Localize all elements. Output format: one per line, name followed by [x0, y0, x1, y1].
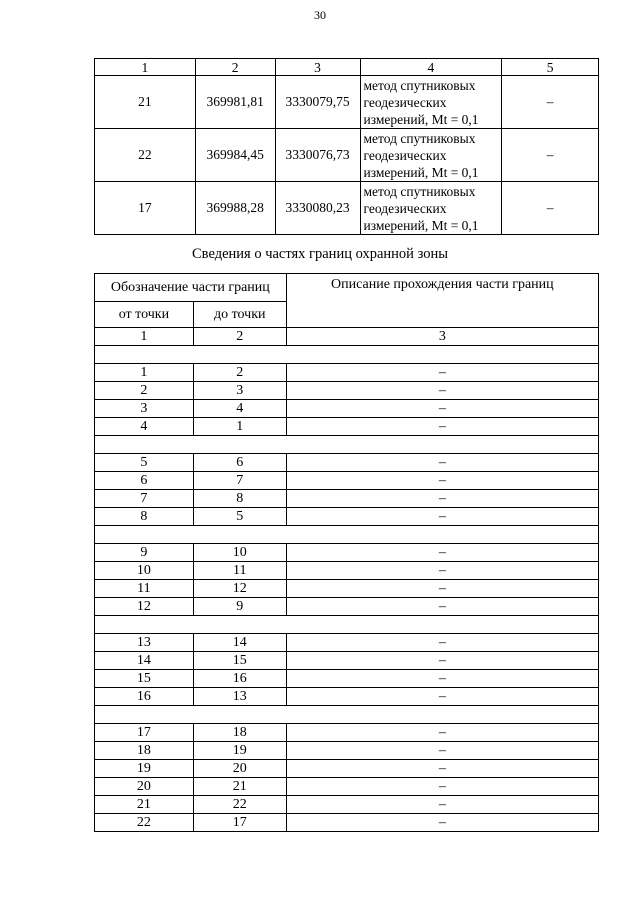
column-number: 2	[193, 328, 286, 346]
from-point: 4	[95, 418, 194, 436]
from-point: 14	[95, 652, 194, 670]
from-point: 10	[95, 562, 194, 580]
group-separator-row	[95, 436, 599, 454]
method-line: измерений, Mt = 0,1	[363, 217, 479, 233]
table-row	[95, 562, 599, 580]
description-cell: –	[286, 400, 598, 418]
description-cell: –	[286, 760, 598, 778]
method-line: измерений, Mt = 0,1	[363, 111, 479, 127]
to-point: 9	[193, 598, 286, 616]
note-cell: –	[502, 129, 599, 182]
group-separator-row	[95, 346, 599, 364]
to-point: 8	[193, 490, 286, 508]
to-point: 11	[193, 562, 286, 580]
group-separator-cell	[95, 346, 599, 364]
from-point: 6	[95, 472, 194, 490]
parts-column-numbers-row	[95, 328, 599, 346]
to-point: 6	[193, 454, 286, 472]
boundary-parts-table	[94, 273, 599, 832]
description-cell: –	[286, 598, 598, 616]
to-point: 21	[193, 778, 286, 796]
method-line: метод спутниковых	[363, 77, 476, 93]
table-row	[95, 580, 599, 598]
table-row	[95, 796, 599, 814]
from-point: 21	[95, 796, 194, 814]
method-line: геодезических	[363, 94, 447, 110]
column-number: 3	[286, 328, 598, 346]
description-cell: –	[286, 688, 598, 706]
description-cell: –	[286, 454, 598, 472]
designation-header: Обозначение части границ	[95, 274, 287, 302]
point-number: 21	[95, 76, 196, 129]
from-point: 11	[95, 580, 194, 598]
description-cell: –	[286, 544, 598, 562]
description-cell: –	[286, 472, 598, 490]
from-point: 7	[95, 490, 194, 508]
coordinates-header-row	[95, 59, 599, 76]
column-number: 5	[502, 59, 599, 76]
group-separator-cell	[95, 706, 599, 724]
from-point: 2	[95, 382, 194, 400]
to-point: 3	[193, 382, 286, 400]
table-row	[95, 490, 599, 508]
to-point: 12	[193, 580, 286, 598]
group-separator-row	[95, 616, 599, 634]
table-row	[95, 670, 599, 688]
from-point: 1	[95, 364, 194, 382]
from-point: 17	[95, 724, 194, 742]
point-number: 17	[95, 182, 196, 235]
description-cell: –	[286, 418, 598, 436]
table-row	[95, 544, 599, 562]
table-row	[95, 418, 599, 436]
x-coordinate: 369988,28	[195, 182, 275, 235]
to-point: 2	[193, 364, 286, 382]
x-coordinate: 369984,45	[195, 129, 275, 182]
group-separator-row	[95, 526, 599, 544]
to-point-header: до точки	[193, 302, 286, 328]
column-number: 1	[95, 59, 196, 76]
from-point: 8	[95, 508, 194, 526]
method-line: геодезических	[363, 147, 447, 163]
description-cell: –	[286, 382, 598, 400]
note-cell: –	[502, 182, 599, 235]
table-row	[95, 364, 599, 382]
description-cell: –	[286, 670, 598, 688]
description-cell: –	[286, 364, 598, 382]
description-cell: –	[286, 796, 598, 814]
section-title: Сведения о частях границ охранной зоны	[192, 246, 448, 262]
to-point: 14	[193, 634, 286, 652]
table-row	[95, 742, 599, 760]
table-row	[95, 760, 599, 778]
description-cell: –	[286, 580, 598, 598]
to-point: 7	[193, 472, 286, 490]
description-cell: –	[286, 562, 598, 580]
table-row	[95, 454, 599, 472]
to-point: 19	[193, 742, 286, 760]
method-line: геодезических	[363, 200, 447, 216]
table-row	[95, 634, 599, 652]
table-row	[95, 400, 599, 418]
page-number: 30	[314, 8, 326, 22]
coordinates-row	[95, 182, 599, 235]
note-cell: –	[502, 76, 599, 129]
from-point: 5	[95, 454, 194, 472]
to-point: 5	[193, 508, 286, 526]
table-row	[95, 598, 599, 616]
from-point-header: от точки	[95, 302, 194, 328]
from-point: 19	[95, 760, 194, 778]
table-row	[95, 814, 599, 832]
table-row	[95, 382, 599, 400]
x-coordinate: 369981,81	[195, 76, 275, 129]
column-number: 1	[95, 328, 194, 346]
description-cell: –	[286, 508, 598, 526]
column-number: 2	[195, 59, 275, 76]
table-row	[95, 778, 599, 796]
from-point: 3	[95, 400, 194, 418]
to-point: 13	[193, 688, 286, 706]
method-cell	[360, 182, 502, 235]
from-point: 22	[95, 814, 194, 832]
from-point: 13	[95, 634, 194, 652]
parts-header-row	[95, 274, 599, 302]
coordinates-row	[95, 129, 599, 182]
table-row	[95, 508, 599, 526]
description-cell: –	[286, 634, 598, 652]
description-cell: –	[286, 490, 598, 508]
point-number: 22	[95, 129, 196, 182]
y-coordinate: 3330079,75	[275, 76, 360, 129]
method-cell	[360, 129, 502, 182]
coordinates-table	[94, 58, 599, 235]
table-row	[95, 724, 599, 742]
group-separator-cell	[95, 436, 599, 454]
to-point: 10	[193, 544, 286, 562]
to-point: 22	[193, 796, 286, 814]
column-number: 4	[360, 59, 502, 76]
to-point: 20	[193, 760, 286, 778]
description-cell: –	[286, 652, 598, 670]
to-point: 17	[193, 814, 286, 832]
method-line: метод спутниковых	[363, 130, 476, 146]
from-point: 16	[95, 688, 194, 706]
from-point: 9	[95, 544, 194, 562]
column-number: 3	[275, 59, 360, 76]
from-point: 20	[95, 778, 194, 796]
method-cell	[360, 76, 502, 129]
description-cell: –	[286, 724, 598, 742]
to-point: 4	[193, 400, 286, 418]
description-header: Описание прохождения части границ	[286, 274, 598, 328]
from-point: 18	[95, 742, 194, 760]
group-separator-cell	[95, 526, 599, 544]
to-point: 18	[193, 724, 286, 742]
method-line: метод спутниковых	[363, 183, 476, 199]
group-separator-row	[95, 706, 599, 724]
coordinates-row	[95, 76, 599, 129]
y-coordinate: 3330080,23	[275, 182, 360, 235]
table-row	[95, 688, 599, 706]
to-point: 16	[193, 670, 286, 688]
method-line: измерений, Mt = 0,1	[363, 164, 479, 180]
description-cell: –	[286, 742, 598, 760]
description-cell: –	[286, 814, 598, 832]
to-point: 1	[193, 418, 286, 436]
from-point: 12	[95, 598, 194, 616]
group-separator-cell	[95, 616, 599, 634]
table-row	[95, 472, 599, 490]
description-cell: –	[286, 778, 598, 796]
table-row	[95, 652, 599, 670]
from-point: 15	[95, 670, 194, 688]
to-point: 15	[193, 652, 286, 670]
y-coordinate: 3330076,73	[275, 129, 360, 182]
